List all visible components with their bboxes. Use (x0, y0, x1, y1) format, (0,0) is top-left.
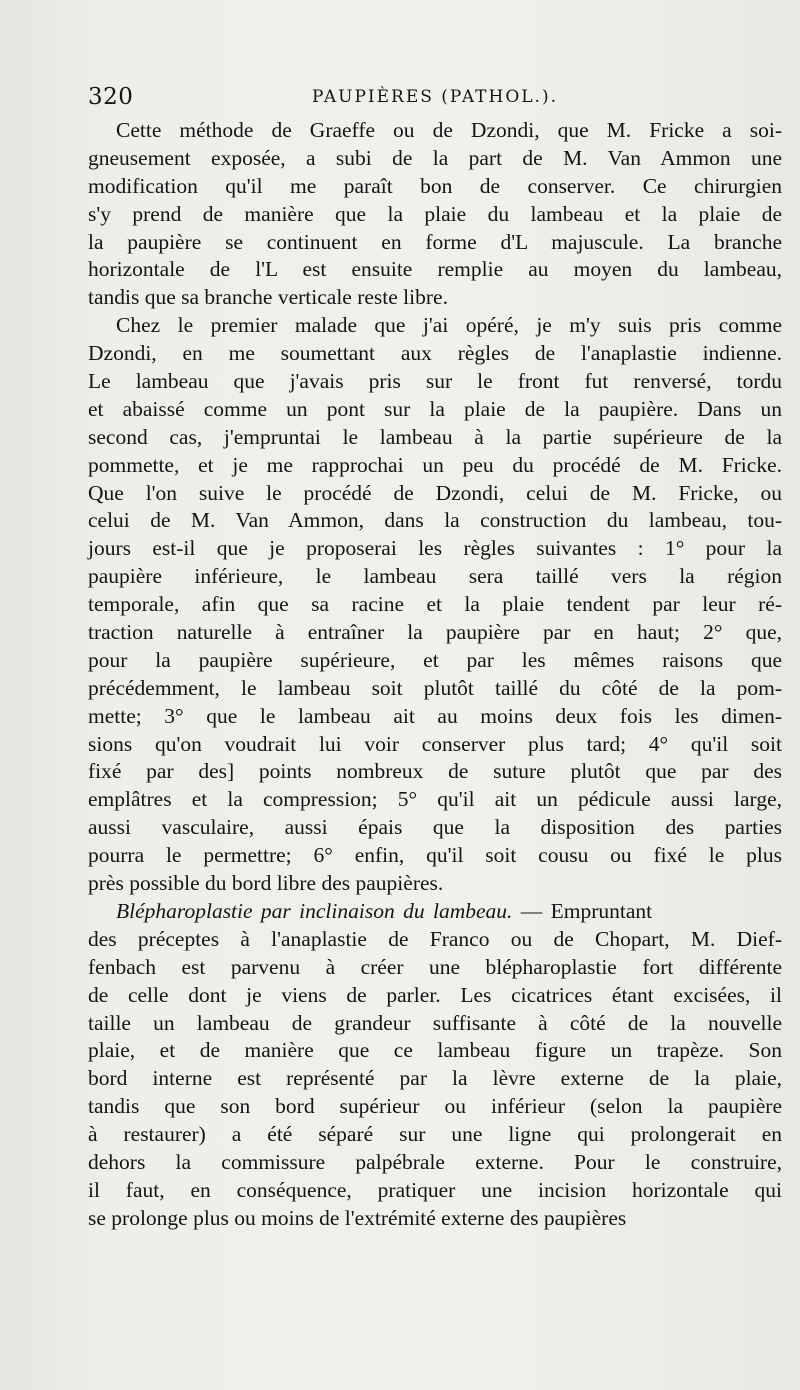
text-run: — Empruntant (512, 898, 653, 923)
text-line: modification qu'il me paraît bon de conserver. Ce chirurgien (88, 173, 782, 198)
section-heading-italic: Blépharoplastie par inclinaison du lambeau. (116, 898, 513, 923)
text-line: il faut, en conséquence, pratiquer une incision horizontale qui (88, 1177, 782, 1202)
text-line: fenbach est parvenu à créer une blépharoplastie fort différente (88, 954, 782, 979)
text-line: la paupière se continuent en forme d'L majuscule. La branche (88, 229, 782, 254)
text-line: Que l'on suive le procédé de Dzondi, celui de M. Fricke, ou (88, 480, 782, 505)
text-line: horizontale de l'L est ensuite remplie au moyen du lambeau, (88, 257, 782, 282)
text-line: sions qu'on voudrait lui voir conserver plus tard; 4° qu'il soit (88, 731, 782, 756)
text-line: et abaissé comme un pont sur la plaie de la paupière. Dans un (88, 396, 782, 421)
text-line: s'y prend de manière que la plaie du lambeau et la plaie de (88, 201, 782, 226)
text-line: emplâtres et la compression; 5° qu'il ait un pédicule aussi large, (88, 787, 782, 812)
text-line: traction naturelle à entraîner la paupière par en haut; 2° que, (88, 620, 782, 645)
text-line: des préceptes à l'anaplastie de Franco ou de Chopart, M. Dief- (88, 926, 782, 951)
text-line: jours est-il que je proposerai les règles suivantes : 1° pour la (88, 536, 782, 561)
text-line: fixé par des] points nombreux de suture plutôt que par des (88, 759, 782, 784)
running-head: PAUPIÈRES (PATHOL.). (312, 87, 558, 107)
text-line: bord interne est représenté par la lèvre externe de la plaie, (88, 1066, 782, 1091)
text-line: pourra le permettre; 6° enfin, qu'il soit cousu ou fixé le plus (88, 843, 782, 868)
page-header (88, 84, 782, 114)
text-line: mette; 3° que le lambeau ait au moins deux fois les dimen- (88, 703, 782, 728)
text-line: dehors la commissure palpébrale externe. Pour le construire, (88, 1149, 782, 1174)
text-line: près possible du bord libre des paupières. (88, 871, 444, 896)
text-line: pour la paupière supérieure, et par les mêmes raisons que (88, 647, 782, 672)
body-text (88, 117, 782, 1233)
text-line: Chez le premier malade que j'ai opéré, je m'y suis pris comme (116, 313, 782, 338)
text-line: précédemment, le lambeau soit plutôt taillé du côté de la pom- (88, 675, 782, 700)
text-line: pommette, et je me rapprochai un peu du procédé de M. Fricke. (88, 452, 782, 477)
text-line: Dzondi, en me soumettant aux règles de l'anaplastie indienne. (88, 341, 782, 366)
page-number: 320 (88, 84, 134, 110)
text-line: celui de M. Van Ammon, dans la construction du lambeau, tou- (88, 508, 782, 533)
text-line: temporale, afin que sa racine et la plaie tendent par leur ré- (88, 592, 782, 617)
text-line: tandis que sa branche verticale reste libre. (88, 285, 448, 310)
text-line: Le lambeau que j'avais pris sur le front fut renversé, tordu (88, 369, 782, 394)
text-line: aussi vasculaire, aussi épais que la disposition des parties (88, 815, 782, 840)
text-line: tandis que son bord supérieur ou inférieur (selon la paupière (88, 1094, 782, 1119)
text-line: taille un lambeau de grandeur suffisante à côté de la nouvelle (88, 1010, 782, 1035)
text-line: Cette méthode de Graeffe ou de Dzondi, que M. Fricke a soi- (116, 118, 782, 142)
text-line: gneusement exposée, a subi de la part de M. Van Ammon une (88, 145, 782, 170)
text-line: paupière inférieure, le lambeau sera taillé vers la région (88, 564, 782, 589)
text-line: de celle dont je viens de parler. Les cicatrices étant excisées, il (88, 982, 782, 1007)
text-line: plaie, et de manière que ce lambeau figure un trapèze. Son (88, 1038, 782, 1063)
text-line: se prolonge plus ou moins de l'extrémité externe des paupières (88, 1205, 627, 1230)
text-line: à restaurer) a été séparé sur une ligne qui prolongerait en (88, 1122, 782, 1147)
text-line (88, 898, 782, 926)
text-line: second cas, j'empruntai le lambeau à la partie supérieure de la (88, 424, 782, 449)
